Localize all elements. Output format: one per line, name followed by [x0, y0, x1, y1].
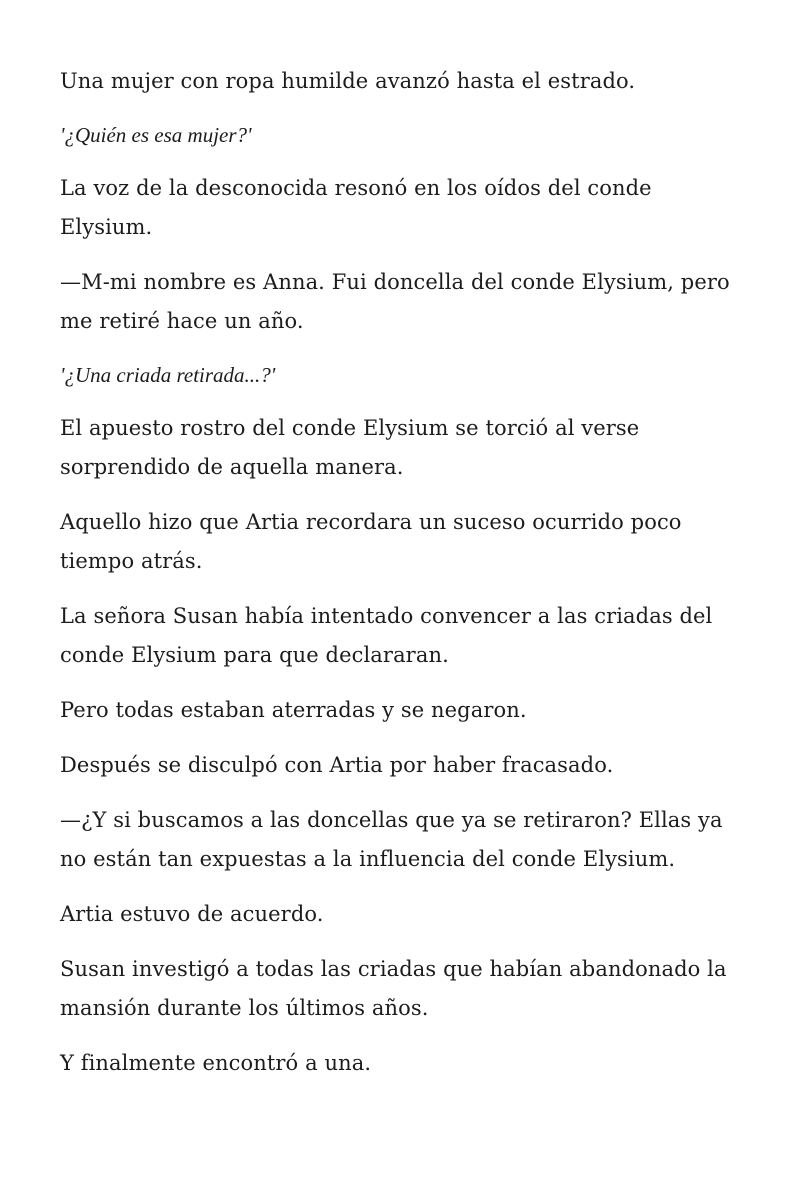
paragraph: Susan investigó a todas las criadas que habían abandonado la mansión durante los últimos años. [60, 957, 727, 1020]
paragraph: Después se disculpó con Artia por haber fracasado. [60, 753, 614, 777]
paragraph: La señora Susan había intentado convencer a las criadas del conde Elysium para que declararan. [60, 604, 713, 667]
dialogue-paragraph: —¿Y si buscamos a las doncellas que ya se retiraron? Ellas ya no están tan expuestas a la influencia del conde Elysium. [60, 808, 723, 871]
page-text [60, 62, 750, 1099]
dialogue-paragraph: —M-mi nombre es Anna. Fui doncella del conde Elysium, pero me retiré hace un año. [60, 270, 730, 333]
paragraph: Una mujer con ropa humilde avanzó hasta el estrado. [60, 69, 636, 93]
thought-line: '¿Quién es esa mujer?' [60, 123, 252, 147]
paragraph: Aquello hizo que Artia recordara un suceso ocurrido poco tiempo atrás. [60, 510, 682, 573]
paragraph: El apuesto rostro del conde Elysium se torció al verse sorprendido de aquella manera. [60, 416, 640, 479]
paragraph: Y finalmente encontró a una. [60, 1051, 372, 1075]
paragraph: Artia estuvo de acuerdo. [60, 902, 324, 926]
thought-line: '¿Una criada retirada...?' [60, 363, 276, 387]
paragraph: Pero todas estaban aterradas y se negaron. [60, 698, 527, 722]
paragraph: La voz de la desconocida resonó en los oídos del conde Elysium. [60, 176, 652, 239]
